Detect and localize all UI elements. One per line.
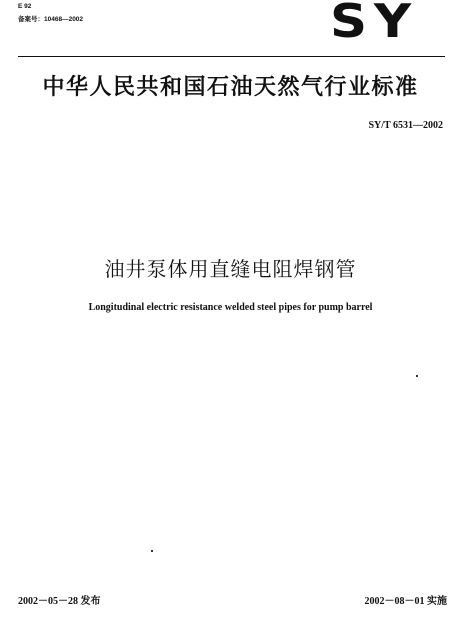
- scan-speck: [151, 550, 153, 552]
- implementation-date: 2002－08－01 实施: [364, 596, 447, 607]
- registration-number: 备案号：10468—2002: [18, 16, 84, 23]
- header-rule: [18, 56, 445, 57]
- standard-title: 中华人民共和国石油天然气行业标准: [42, 75, 419, 100]
- document-title-chinese: 油井泵体用直缝电阻焊钢管: [104, 257, 357, 281]
- ics-code: E 92: [18, 3, 32, 10]
- standard-number: SY/T 6531—2002: [368, 120, 443, 131]
- sy-logo: SY: [330, 0, 418, 48]
- document-title-english: Longitudinal electric resistance welded steel pipes for pump barrel: [88, 302, 373, 313]
- issue-date: 2002－05－28 发布: [18, 596, 101, 607]
- scan-speck: [416, 375, 418, 377]
